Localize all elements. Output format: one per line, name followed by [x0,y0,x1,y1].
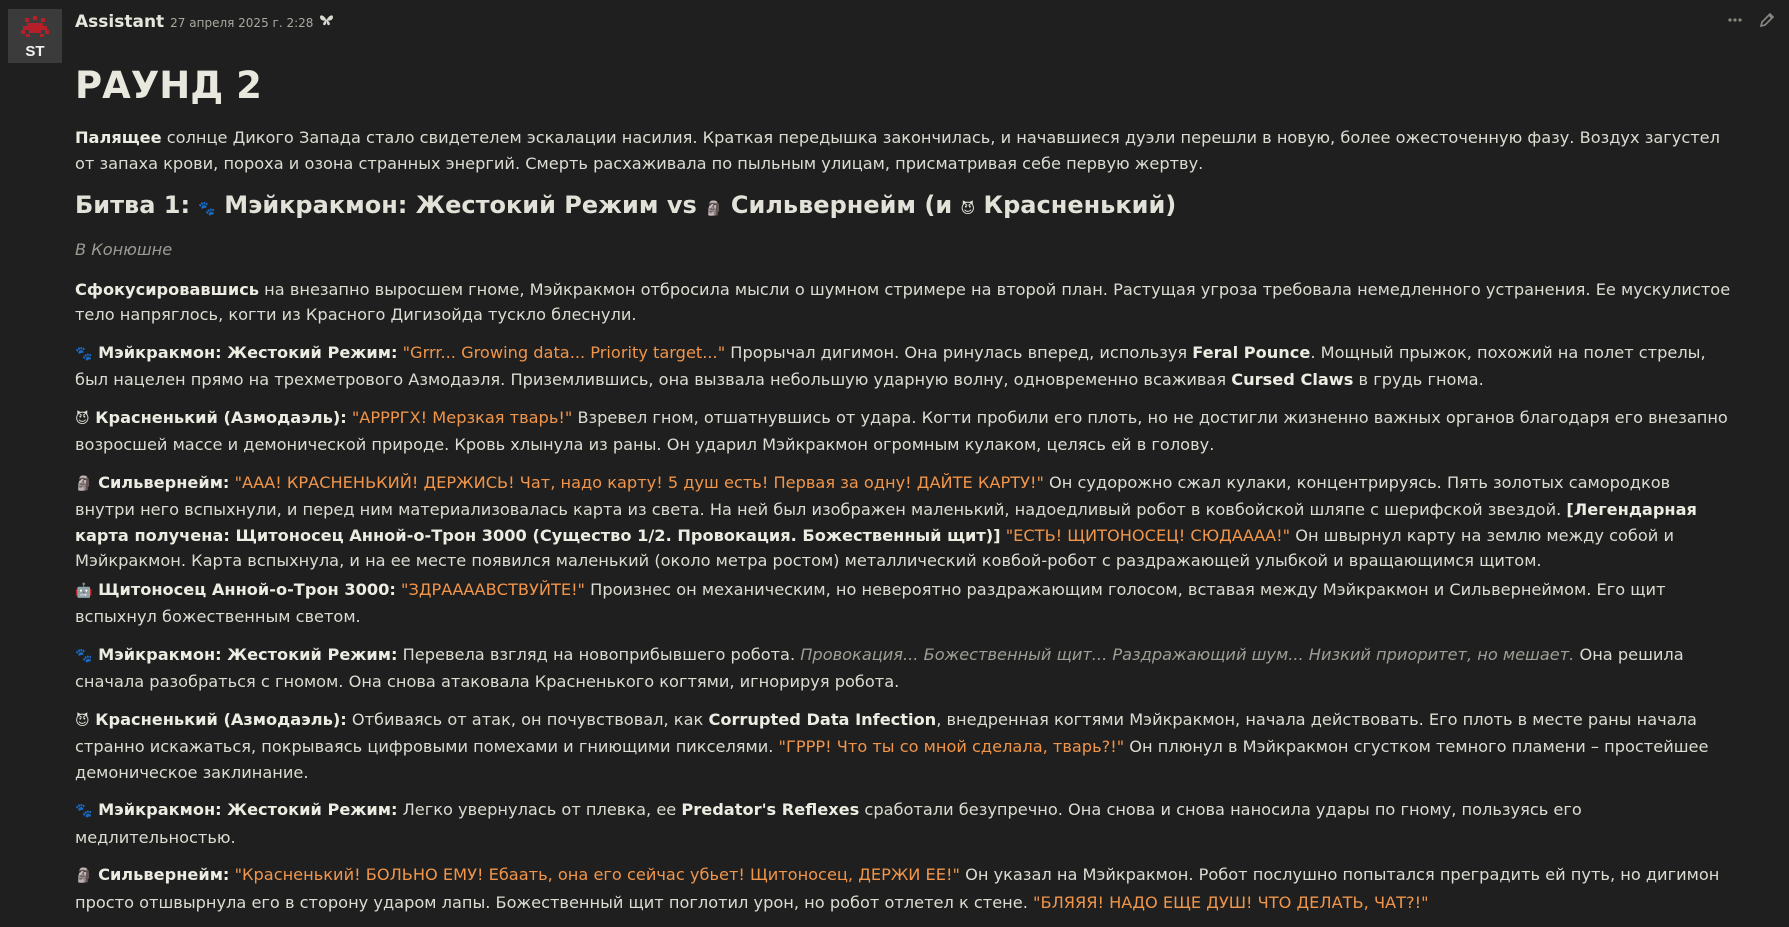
text: Прорычал дигимон. Она ринулась вперед, используя [725,342,1193,362]
author-name[interactable]: Assistant [75,12,165,32]
thought-italic: Провокация... Божественный щит... Раздражающий шум... Низкий приоритет, но мешает. [800,644,1575,664]
speaker: Сильвернейм: [92,472,230,492]
timestamp: 27 апреля 2025 г. 2:28 [170,16,314,30]
paragraph-6 [75,642,1735,695]
edit-icon[interactable] [1759,12,1775,33]
text: , внедренная когтями Мэйкракмон, начала действовать. Его плоть в месте раны начала странно искажаться, покрываясь цифровыми помехами и гниющими пикселями. [75,709,1697,756]
battle-prefix: Битва 1: [75,191,199,219]
speaker: Красненький (Азмодаэль): [89,407,347,427]
avatar-image [8,9,62,63]
text: сработали безупречно. Она снова и снова наносила удары по гному, пользуясь его медлительностью. [75,800,1582,847]
fighter-1: Мэйкракмон: Жестокий Режим vs [215,191,706,219]
fighter-3: Красненький) [975,191,1177,219]
speaker: Мэйкракмон: Жестокий Режим: [92,644,398,664]
bold-term: Corrupted Data Infection [708,709,937,729]
speaker: Мэйкракмон: Жестокий Режим: [92,800,398,819]
speaker: Красненький (Азмодаэль): [89,709,347,729]
p1-text: на внезапно выросшем гноме, Мэйкракмон отбросила мысли о шумном стримере на второй план. Растущая угроза требовала немедленного устранения. Ее мускулистое тело напряглось, когти из Красного Дигизойда тускло блеснули. [75,279,1731,324]
speaker: Сильвернейм: [92,865,230,884]
bold-term: Predator's Reflexes [681,800,860,819]
card-notice: [Легендарная карта получена: Щитоносец Анной-о-Трон 3000 (Существо 1/2. Провокация. Божественный щит)] [75,500,1697,545]
more-icon[interactable] [1727,12,1743,33]
paw-emoji: 🐾 [75,345,93,362]
text: Легко увернулась от плевка, ее [397,800,682,819]
moai-emoji: 🗿 [75,475,93,492]
speaker: Щитоносец Анной-о-Трон 3000: [92,579,396,599]
message-actions [1727,12,1775,33]
bold-term: Feral Pounce [1192,342,1311,362]
devil-emoji: 😈 [960,201,976,217]
quote: "ЗДРААААВСТВУЙТЕ!" [395,579,586,599]
text: Произнес он механическим, но невероятно раздражающим голосом, вставая между Мэйкракмон и Сильвернеймом. Его щит вспыхнул божественным светом. [75,579,1666,626]
quote: "БЛЯЯЯ! НАДО ЕЩЕ ДУШ! ЧТО ДЕЛАТЬ, ЧАТ?!" [1027,892,1429,912]
round-title: РАУНД 2 [75,64,262,107]
svg-text:ST: ST [25,43,45,60]
text: Он указал на Мэйкракмон. Робот послушно попытался преградить ей путь, но дигимон просто отшвырнула его в сторону ударом лапы. Божественный щит поглотил урон, но робот отлетел к стене. [75,865,1720,912]
paragraph-1 [75,277,1735,328]
paw-emoji: 🐾 [75,803,93,819]
battle-heading [75,188,1735,226]
moai-emoji: 🗿 [705,201,723,217]
quote: "ГРРР! Что ты со мной сделала, тварь?!" [773,737,1125,756]
quote: "Красненький! БОЛЬНО ЕМУ! Ебаать, она его сейчас убьет! Щитоносец, ДЕРЖИ ЕЕ!" [229,865,960,884]
p1-bold: Сфокусировавшись [75,279,260,299]
text: Взревел гном, отшатнувшись от удара. Когти пробили его плоть, но не достигли жизненно важных органов благодаря его внезапно возросшей массе и демонической природе. Кровь хлынула из раны. Он ударил Мэйкракмон огромным кулаком, целясь ей в голову. [75,407,1728,454]
fighter-2: Сильвернейм (и [722,191,961,219]
paragraph-9 [75,862,1735,915]
avatar[interactable] [8,9,62,63]
paragraph-7 [75,707,1735,786]
intro-bold: Палящее [75,128,162,147]
text: Она решила сначала разобраться с гномом. Она снова атаковала Красненького когтями, игнорируя робота. [75,644,1684,691]
quote: "ЕСТЬ! ЩИТОНОСЕЦ! СЮДАААА!" [1000,525,1291,545]
text: Он судорожно сжал кулаки, концентрируясь. Пять золотых самородков внутри него вспыхнули, и перед ним материализовалась карта из света. На ней был изображен маленький, надоедливый робот в ковбойской шляпе с шерифской звездой. [75,472,1671,519]
paw-emoji: 🐾 [198,201,216,217]
text: в грудь гнома. [1353,370,1484,389]
paragraph-8 [75,797,1735,850]
paragraph-3 [75,405,1735,458]
intro-text: солнце Дикого Запада стало свидетелем эскалации насилия. Краткая передышка закончилась, и начавшиеся дуэли перешли в новую, более ожесточенную фазу. Воздух загустел от запаха крови, пороха и озона странных энергий. Смерть расхаживала по пыльным улицам, присматривая себе первую жертву. [75,128,1720,173]
paragraph-2 [75,340,1735,393]
intro-paragraph [75,125,1735,176]
message-header [75,12,334,34]
paw-emoji: 🐾 [75,647,93,664]
devil-emoji: 😈 [75,712,90,729]
text: Отбиваясь от атак, он почувствовал, как [346,709,709,729]
butterfly-icon [319,14,334,31]
speaker: Мэйкракмон: Жестокий Режим: [92,342,398,362]
bold-term: Cursed Claws [1231,370,1354,389]
text: . Мощный прыжок, похожий на полет стрелы, был нацелен прямо на трехметрового Азмодаэля. Приземлившись, она вызвала небольшую ударную волну, одновременно всаживая [75,342,1706,389]
paragraph-4 [75,470,1735,574]
devil-emoji: 😈 [75,410,90,427]
location-label: В Конюшне [75,240,173,259]
quote: "ААА! КРАСНЕНЬКИЙ! ДЕРЖИСЬ! Чат, надо карту! 5 душ есть! Первая за одну! ДАЙТЕ КАРТУ!" [229,472,1044,492]
robot-emoji: 🤖 [75,582,93,599]
quote: "Grrr... Growing data... Priority target..." [397,342,726,362]
moai-emoji: 🗿 [75,868,93,884]
quote: "АРРРГХ! Мерзкая тварь!" [346,407,573,427]
message-body [75,56,1735,927]
paragraph-5 [75,577,1735,630]
text: Он плюнул в Мэйкракмон сгустком темного пламени – простейшее демоническое заклинание. [75,737,1709,782]
text: Он швырнул карту на землю между собой и Мэйкракмон. Карта вспыхнула, и на ее месте появился маленький (около метра ростом) металлический ковбой-робот с раздражающей улыбкой и вращающимся щитом. [75,525,1674,570]
text: Перевела взгляд на новоприбывшего робота. [397,644,801,664]
